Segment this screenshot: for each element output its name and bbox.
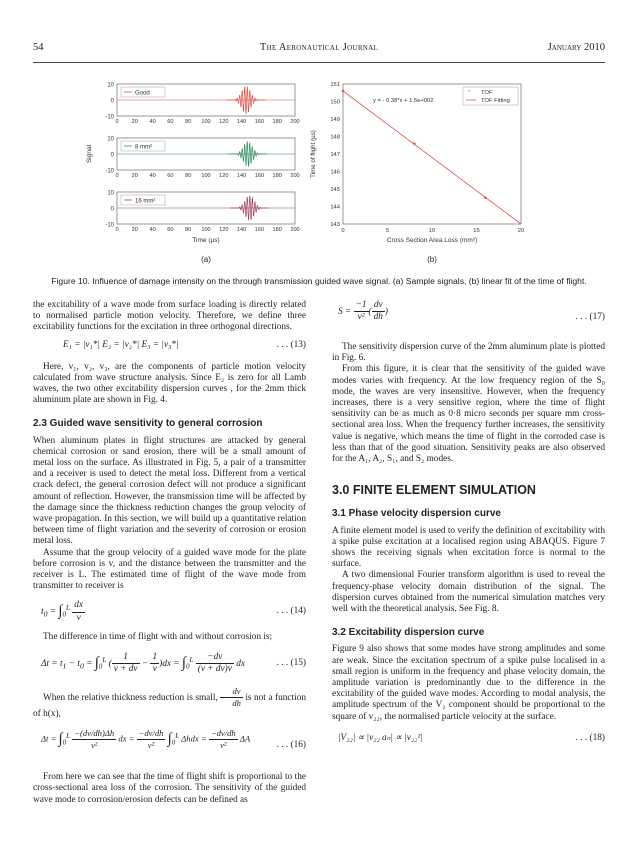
section-heading-3-2: 3.2 Excitability dispersion curve (332, 627, 485, 639)
x-tick-label: 180 (272, 173, 282, 179)
x-axis-label: Cross Section Area Loss (mm²) (386, 237, 478, 244)
y-tick-label: -10 (105, 114, 114, 121)
equation-number: . . . (13) (276, 339, 306, 350)
issue-date: January 2010 (547, 42, 605, 53)
journal-title: The Aeronautical Journal (259, 42, 379, 53)
equation-13 (33, 340, 306, 358)
equation-16: $\Delta t = \int_0^L$ $\frac{-(dv/dh)\Delta h}{\text{v²}}$ dx = $\frac{-dv/dh}{\text{v²}}$ $\int_0^L$ Δhdx = $\frac{-dv/dh}{\text{v²}}$ ΔA . . . (16) (41, 728, 306, 751)
left-column: the excitability of a wave mode from surface loading is directly related to normalised particle motion velocity. Therefore, we define three excitability functions for the excitation in three orthogonal directions. E₁ = |v₁*| E₂ = |v₂*| E₃ = |v₃*| . . . (13) Here, v₁, v₂, v₃, are the components of particle motion velocity calculated from wave structure analysis. Since E₂ is zero for all Lamb waves, the two other excitability dispersion curves , for the 2mm thick aluminum plate are shown in Fig. 4. 2.3 Guided wave sensitivity to general corrosion When aluminum plates in flight structures are attacked by general chemical corrosion or sand erosion, there will be a small amount of metal loss on the surface. As illustrated in Fig. 5, a pair of a transmitter and a receiver is used to detect the metal loss. Different from a vertical crack defect, the general corrosion defect will not produce a significant amount of reflection. However, the transmission time will be affected by the damage since the thickness reduction changes the group velocity of wave propagation. In this section, we will build up a quantitative relation between time of flight variation and the severity of corrosion or erosion metal loss. Assume that the group velocity of a guided wave mode for the plate before corrosion is v, and the distance between the transmitter and the receiver is L. The estimated time of flight of the wave mode from transmitter to receiver is $t_0 = \int_0^L$ $\frac{dx}{v}$ . . . (14) The difference in time of flight with and without corrosion is; $\Delta t = t_1 - t_0 = \int_0^L$ ( $\frac{1}{v + dv}$ − $\frac{1}{v}$ )$dx = \int_0^L$ $\frac{-dv}{(v + dv)v}$ dx . . . (15) When the relative thickness reduction is small, $\frac{dv}{dh}$ is not a function of h(x), $\Delta t = \int_0^L$ $\frac{-(dv/dh)\Delta h}{\text{v²}}$ dx = $\frac{-dv/dh}{\text{v²}}$ $\int_0^L$ Δhdx = $\frac{-dv/dh}{\text{v²}}$ ΔA . . . (16) From here we can see that the time of flight shift is proportional to the cross-sectional area loss of the corrosion. The sensitivity of the guided wave mode to corrosion/erosion defects can be defined as (33, 300, 306, 805)
legend-entry: TOF (481, 90, 493, 96)
x-tick-label: 200 (290, 173, 300, 179)
y-tick-label: 149 (330, 117, 340, 124)
equation-18 (332, 733, 605, 751)
legend-entry: 8 mm² (135, 144, 152, 151)
x-tick-label: 40 (149, 119, 156, 125)
y-tick-label: 10 (107, 82, 114, 89)
x-tick-label: 20 (131, 173, 138, 179)
x-tick-label: 100 (201, 173, 211, 179)
y-tick-label: 151 (330, 82, 340, 89)
legend-entry: Good (135, 90, 150, 97)
header-rule (33, 62, 605, 63)
section-heading-3-1: 3.1 Phase velocity dispersion curve (332, 508, 501, 520)
paragraph: When aluminum plates in flight structures are attacked by general chemical corrosion or sand erosion, there will be a small amount of metal loss on the surface. As illustrated in Fig. 5, a pair of a transmitter and a receiver is used to detect the metal loss. Different from a vertical crack defect, the general corrosion defect will not produce a significant amount of reflection. However, the transmission time will be affected by the damage since the thickness reduction changes the group velocity of wave propagation. In this section, we will build up a quantitative relation between time of flight variation and the severity of corrosion or erosion metal loss. (33, 435, 306, 547)
x-tick-label: 80 (185, 119, 192, 125)
x-tick-label: 80 (185, 227, 192, 233)
x-tick-label: 120 (219, 119, 229, 125)
paragraph: Figure 9 also shows that some modes have strong amplitudes and some are weak. Since the excitation spectrum of a spike pulse localised in a small region is uniform in the frequency and phase velocity domain, the amplitude variation is predominantly due to the difference in the excitability of the guided wave modes. According to modal analysis, the amplitude spectrum of the V₂ component should be proportional to the square of v₂₂, the normalised particle velocity at the surface. (332, 644, 605, 722)
equation-number: . . . (14) (276, 606, 306, 617)
data-point (484, 196, 487, 199)
page-number: 54 (33, 42, 44, 53)
x-tick-label: 120 (219, 227, 229, 233)
x-tick-label: 10 (428, 228, 436, 234)
y-tick-label: 144 (330, 204, 340, 211)
x-tick-label: 0 (115, 173, 119, 179)
paragraph: From here we can see that the time of flight shift is proportional to the cross-sectional area loss of the corrosion. The sensitivity of the guided wave mode to corrosion/erosion defects can be defined as (33, 772, 306, 805)
x-tick-label: 0 (115, 119, 119, 125)
equation-17: S = $\frac{-1}{\text{v²}}$ ( $\frac{dv}{dh}$ ) . . . (17) (338, 300, 605, 323)
section-heading-2-3: 2.3 Guided wave sensitivity to general corrosion (33, 418, 263, 430)
x-tick-label: 160 (254, 227, 265, 233)
y-tick-label: 0 (110, 98, 114, 105)
y-tick-label: 147 (330, 152, 340, 159)
y-tick-label: 146 (330, 169, 340, 176)
y-tick-label: 148 (330, 134, 340, 141)
paragraph: The sensitivity dispersion curve of the 2mm aluminum plate is plotted in Fig. 6. (332, 342, 605, 364)
x-tick-label: 100 (201, 119, 211, 125)
panel-label-a: (a) (201, 255, 211, 264)
x-tick-label: 140 (236, 227, 247, 233)
paragraph: A finite element model is used to verify the definition of excitability with a spike pulse excitation at a localised region using ABAQUS. Figure 7 shows the receiving signals when excitation force is normal to the surface. (332, 525, 605, 570)
x-tick-label: 160 (254, 173, 265, 179)
x-tick-label: 20 (517, 228, 525, 234)
paragraph: the excitability of a wave mode from surface loading is directly related to normalised particle motion velocity. Therefore, we define three excitability functions for the excitation in three orthogonal directions. (33, 300, 306, 333)
x-tick-label: 60 (167, 227, 174, 233)
x-tick-label: 0 (115, 227, 119, 233)
running-header (33, 42, 605, 58)
paragraph: Here, v₁, v₂, v₃, are the components of particle motion velocity calculated from wave structure analysis. Since E₂ is zero for all Lamb waves, the two other excitability dispersion curves , for the 2mm thick aluminum plate are shown in Fig. 4. (33, 361, 306, 406)
x-tick-label: 120 (219, 173, 229, 179)
legend-entry: TOF Fitting (481, 98, 510, 104)
y-tick-label: 143 (330, 222, 340, 229)
x-tick-label: 200 (290, 119, 300, 125)
x-tick-label: 15 (473, 228, 480, 234)
paragraph: is not a function of h(x), (33, 692, 306, 720)
data-point (413, 142, 416, 145)
panel-label-b: (b) (427, 255, 437, 264)
x-tick-label: 40 (149, 227, 156, 233)
x-tick-label: 160 (254, 119, 265, 125)
paragraph: A two dimensional Fourier transform algorithm is used to reveal the frequency-phase velocity domain distribution of the signal. The dispersion curves obtained from the numerical simulation matches very well with the theoretical analysis. See Fig. 8. (332, 570, 605, 615)
x-tick-label: 140 (236, 173, 247, 179)
x-tick-label: 60 (167, 173, 174, 179)
equation-body: |V₂₂| ∝ |v₂₂ aₙ| ∝ |v₂₂²| (338, 732, 423, 743)
right-column (332, 300, 605, 751)
section-heading-3-0: 3.0 FINITE ELEMENT SIMULATION (332, 483, 536, 498)
y-tick-label: 10 (107, 136, 114, 143)
y-tick-label: 150 (330, 99, 340, 106)
x-axis-label: Time (µs) (192, 237, 220, 244)
x-tick-label: 200 (290, 227, 300, 233)
paragraph: When the relative thickness reduction is small, (43, 692, 218, 703)
data-point (342, 90, 345, 93)
equation-body: E₁ = |v₁*| E₂ = |v₂*| E₃ = |v₃*| (63, 339, 179, 350)
paragraph: Assume that the group velocity of a guided wave mode for the plate before corrosion is v, and the distance between the transmitter and the receiver is L. The estimated time of flight of the wave mode from transmitter to receiver is (33, 547, 306, 592)
equation-15: $\Delta t = t_1 - t_0 = \int_0^L$ ( $\frac{1}{v + dv}$ − $\frac{1}{v}$ )$dx = \int_0^L$ $\frac{-dv}{(v + dv)v}$ dx . . . (15) (41, 651, 306, 674)
y-tick-label: 0 (110, 206, 114, 213)
x-tick-label: 180 (272, 119, 282, 125)
x-tick-label: 60 (167, 119, 174, 125)
x-tick-label: 100 (201, 227, 211, 233)
legend-entry: 16 mm² (135, 198, 156, 205)
x-tick-label: 0 (341, 228, 345, 234)
x-tick-label: 180 (272, 227, 282, 233)
x-tick-label: 5 (385, 228, 390, 234)
y-axis-label: Time of flight (µs) (310, 130, 317, 178)
equation-number: . . . (16) (276, 740, 306, 751)
x-tick-label: 20 (131, 227, 138, 233)
equation-number: . . . (17) (575, 312, 605, 322)
paragraph: From this figure, it is clear that the sensitivity of the guided wave modes varies with frequency. At the low frequency region of the S₀ mode, the waves are very insensitive. However, when the frequency increases, there is a very sensitive region, where the time of flight sensitivity can be as much as 0·8 micro seconds per square mm cross-sectional area loss. When the frequency further increases, the sensitivity value is negative, which means the time of flight in the corroded case is less than that of the good situation. Sensitivity peaks are also observed for the A₁, A₂, S₁, and S₂ modes. (332, 364, 605, 465)
equation-number: . . . (18) (575, 732, 605, 743)
y-tick-label: 145 (330, 187, 340, 194)
y-axis-label: Signal (86, 144, 93, 164)
figure-10-plots (33, 72, 605, 272)
y-tick-label: -10 (105, 222, 114, 229)
x-tick-label: 20 (131, 119, 138, 125)
figure-10 (33, 72, 605, 272)
paragraph: The difference in time of flight with and without corrosion is; (43, 632, 273, 643)
x-tick-label: 140 (236, 119, 247, 125)
x-tick-label: 80 (185, 173, 192, 179)
equation-14: $t_0 = \int_0^L$ $\frac{dx}{v}$ . . . (14) (41, 600, 306, 623)
figure-caption: Figure 10. Influence of damage intensity on the through transmission guided wave signal. (a) Sample signals, (b) linear fit of the time of flight. (51, 276, 587, 286)
equation-number: . . . (15) (276, 657, 306, 668)
legend-marker: * (468, 90, 471, 96)
y-tick-label: 0 (110, 152, 114, 159)
y-tick-label: 10 (107, 190, 114, 197)
fit-equation: y = - 0.38*x + 1.5e+002 (373, 98, 434, 104)
y-tick-label: -10 (105, 168, 114, 175)
x-tick-label: 40 (149, 173, 156, 179)
